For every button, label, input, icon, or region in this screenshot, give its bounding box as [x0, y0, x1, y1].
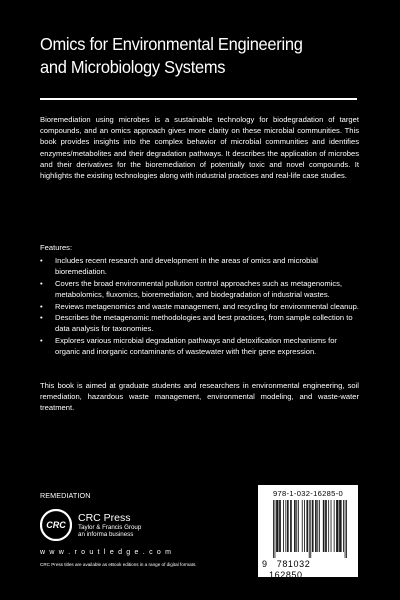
barcode-bar — [295, 500, 296, 552]
crc-press-logo — [40, 509, 72, 541]
audience-statement: This book is aimed at graduate students and researchers in environmental engineering, soil remediation, hazardous waste management, environmental modeling, and waste-water treatment. — [40, 381, 359, 413]
barcode-bar — [279, 500, 280, 552]
barcode-bar — [336, 500, 337, 552]
feature-item — [40, 312, 359, 334]
barcode-bar — [306, 500, 307, 552]
feature-item — [40, 278, 359, 300]
barcode-bar — [273, 500, 274, 558]
barcode-bar — [331, 500, 332, 552]
isbn-number: 978-1-032-16285-0 — [272, 489, 344, 498]
barcode-bar — [334, 500, 335, 552]
barcode-bar — [278, 500, 279, 552]
barcode-bar — [338, 500, 339, 552]
barcode-bar — [288, 500, 289, 552]
barcode-bar — [283, 500, 284, 552]
barcode-bar — [304, 500, 305, 552]
publisher-business: an informa business — [78, 531, 134, 538]
feature-text: Covers the broad environmental pollution control approaches such as metagenomics, metabolomics, fluxomics, bioremediation, and biodegradation of industrial wastes. — [55, 278, 343, 299]
book-title — [40, 33, 350, 79]
publisher-url[interactable]: w w w . r o u t l e d g e . c o m — [40, 549, 173, 556]
barcode-bar — [316, 500, 317, 552]
barcode-bar — [340, 500, 341, 552]
barcode-bar — [324, 500, 325, 552]
bullet-icon: • — [40, 256, 43, 265]
barcode-bar — [337, 500, 338, 552]
feature-item — [40, 335, 359, 357]
ean-lead-digit: 9 — [262, 559, 268, 569]
features-list — [40, 255, 359, 358]
barcode-bar — [315, 500, 316, 552]
bullet-icon: • — [40, 301, 43, 311]
ean-digits — [262, 559, 354, 581]
crc-logo-text: CRC — [46, 520, 66, 531]
barcode-bar — [275, 500, 276, 558]
barcode-bar — [294, 500, 295, 552]
book-description: Bioremediation using microbes is a sustainable technology for biodegradation of target compounds, and an omics approach gives more clarity on these microbial communities. This book provides insights into the complex behavior of microbial communities and identifies enzymes/metabolites and their degradation pathways. It describes the application of microbes and their derivatives for the bioremediation of potentially toxic and novel compounds. It highlights the existing technologies along with industrial practices and real-life case studies. — [40, 115, 359, 181]
ebook-note: CRC Press titles are available as eBook editions in a range of digital formats. — [40, 562, 197, 567]
barcode-bar — [323, 500, 324, 552]
barcode-bar — [287, 500, 288, 552]
feature-text: Describes the metagenomic methodologies and best practices, from sample collection to data analysis for taxonomies. — [55, 313, 353, 334]
publisher-name: CRC Press — [78, 512, 131, 524]
publisher-group: Taylor & Francis Group — [78, 524, 142, 531]
barcode-bar — [302, 500, 303, 552]
barcode-bar — [341, 500, 342, 552]
feature-item — [40, 255, 359, 277]
barcode-bar — [309, 500, 310, 558]
barcode-bar — [298, 500, 299, 552]
barcode-bar — [280, 500, 281, 552]
barcode-bar — [317, 500, 318, 552]
features-heading: Features: — [40, 243, 73, 252]
feature-text: Includes recent research and development in the areas of omics and microbial bioremediation. — [55, 256, 318, 277]
barcode-bar — [328, 500, 329, 552]
barcode-bar — [296, 500, 297, 552]
bullet-icon: • — [40, 335, 43, 345]
barcode-bar — [325, 500, 326, 552]
barcode-bar — [343, 500, 344, 552]
book-title-line2: and Microbiology Systems — [40, 57, 226, 77]
barcode-bar — [276, 500, 277, 552]
barcode-bar — [291, 500, 292, 552]
isbn-barcode — [258, 485, 358, 580]
feature-text: Reviews metagenomics and waste management, and recycling for environmental cleanup. — [55, 301, 359, 311]
barcode-bar — [307, 500, 308, 552]
barcode-bar — [312, 500, 313, 552]
barcode-bar — [310, 500, 311, 558]
feature-item — [40, 301, 359, 312]
book-title-line1: Omics for Environmental Engineering — [40, 34, 303, 54]
ean-left-group: 781032 — [276, 559, 311, 569]
barcode-bar — [326, 500, 327, 552]
barcode-bar — [277, 500, 278, 552]
barcode-bar — [345, 500, 346, 558]
barcode-bar — [346, 500, 347, 558]
barcode-bar — [285, 500, 286, 552]
barcode-bar — [319, 500, 320, 552]
ean-right-group: 162850 — [269, 570, 303, 580]
barcode-bar — [313, 500, 314, 552]
subject-category: REMEDIATION — [40, 491, 91, 500]
bullet-icon: • — [40, 313, 43, 323]
feature-text: Explores various microbial degradation pathways and detoxification mechanisms for organic and inorganic contaminants of wastewater with their gene expression. — [55, 335, 337, 357]
barcode-bar — [290, 500, 291, 552]
title-divider — [40, 98, 357, 100]
barcode-bars — [273, 500, 347, 558]
bullet-icon: • — [40, 278, 43, 288]
barcode-bar — [339, 500, 340, 552]
